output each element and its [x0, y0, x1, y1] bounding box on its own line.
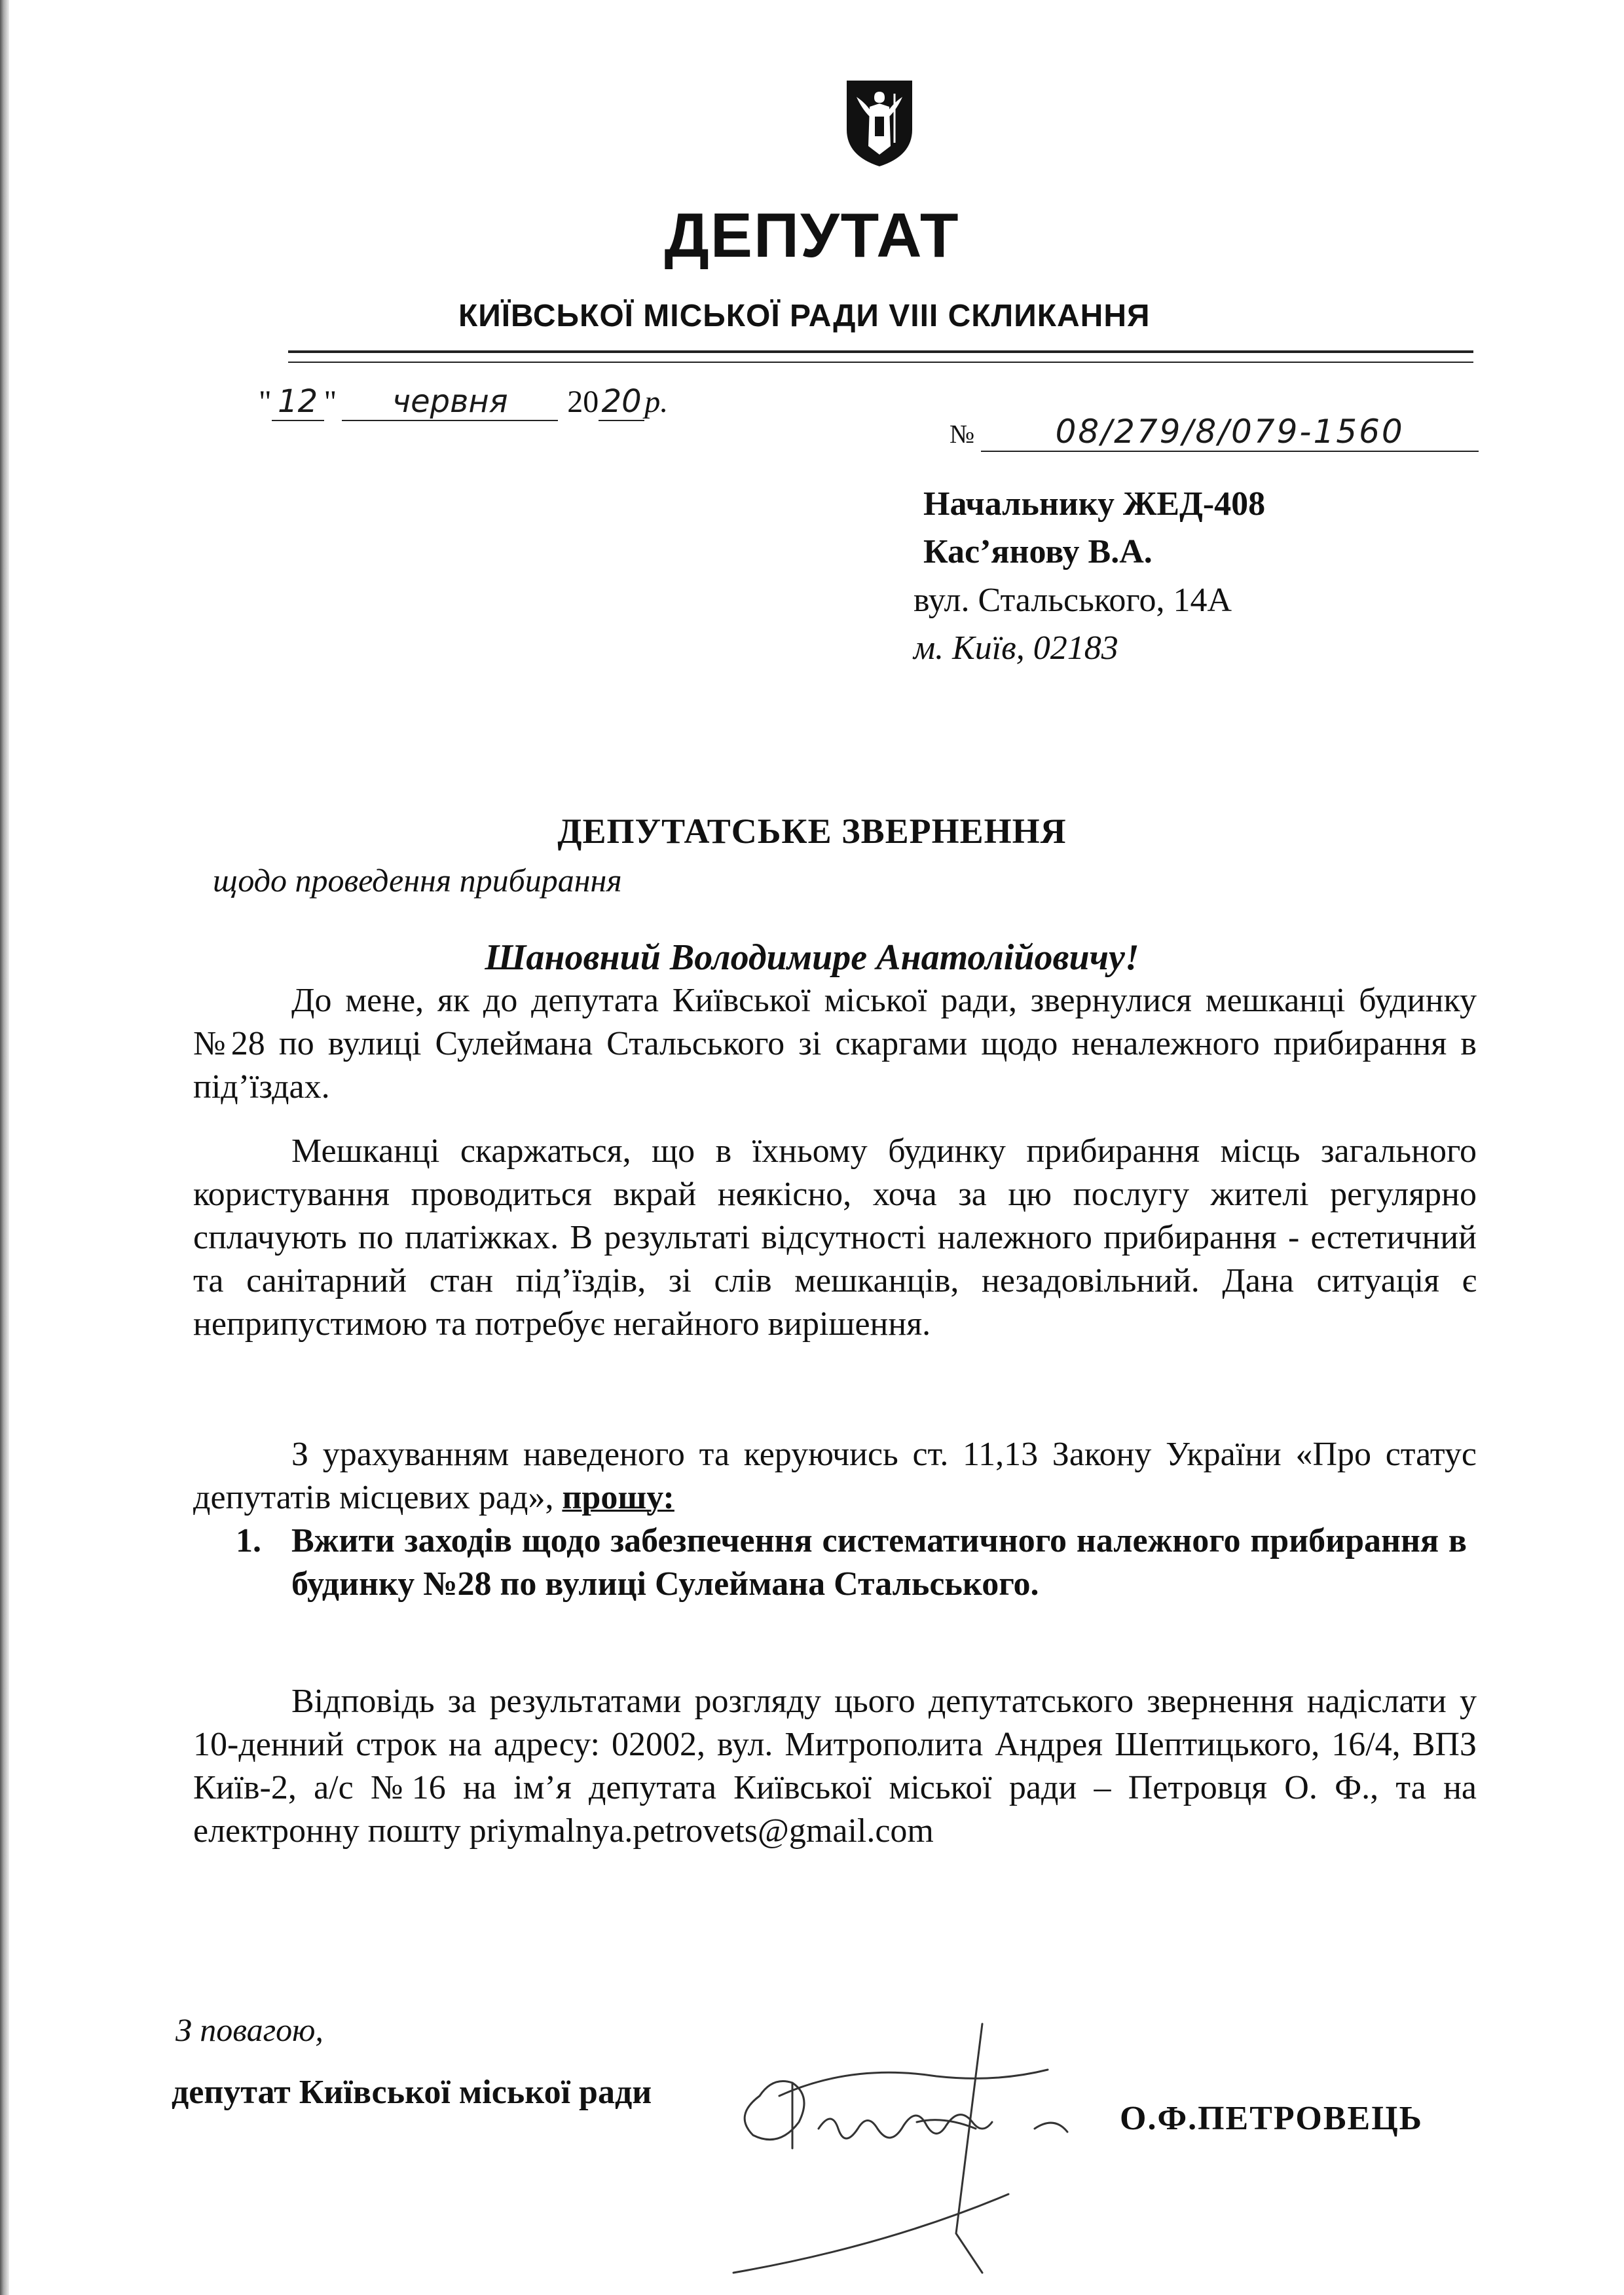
document-title: ДЕПУТАТСЬКЕ ЗВЕРНЕННЯ	[557, 812, 1067, 851]
recipient-street: вул. Стальського, 14А	[913, 582, 1232, 619]
closing-position: депутат Київської міської ради	[172, 2074, 652, 2111]
letterhead-subtitle: КИЇВСЬКОЇ МІСЬКОЇ РАДИ VIII СКЛИКАННЯ	[458, 299, 1151, 333]
paragraph-3-text: З урахуванням наведеного та керуючись ст. 11,13 Закону України «Про статус депутатів місцевих рад»,	[193, 1436, 1477, 1516]
request-word: прошу:	[562, 1479, 674, 1516]
paragraph-3	[193, 1433, 1477, 1520]
letterhead-rule-top	[288, 350, 1473, 353]
closing-regards: З повагою,	[175, 2011, 323, 2048]
letterhead-title: ДЕПУТАТ	[664, 200, 960, 271]
request-list-item	[236, 1520, 1467, 1606]
signatory-name: О.Ф.ПЕТРОВЕЦЬ	[1120, 2100, 1424, 2137]
list-number: 1.	[236, 1522, 261, 1559]
date-year-suffix: 20	[599, 383, 644, 421]
scan-edge-shadow	[0, 0, 9, 2295]
reference-prefix: №	[950, 419, 975, 449]
list-item-text: Вжити заходів щодо забезпечення систематичного належного прибирання в будинку №28 по вулиці Сулеймана Стальського.	[291, 1522, 1467, 1603]
recipient-name: Кас’янову В.А.	[923, 533, 1153, 570]
handwritten-signature	[720, 1998, 1139, 2286]
reference-line	[950, 413, 1479, 452]
paragraph-2	[193, 1130, 1477, 1346]
recipient-position: Начальнику ЖЕД-408	[923, 485, 1266, 523]
salutation: Шановний Володимире Анатолійовичу!	[485, 937, 1139, 978]
document-topic: щодо проведення прибирання	[213, 862, 622, 899]
paragraph-4	[193, 1680, 1477, 1853]
date-year-prefix: 20	[567, 384, 599, 419]
date-day: 12	[272, 383, 324, 421]
paragraph-4-text: Відповідь за результатами розгляду цього депутатського звернення надіслати у 10-денний строк на адресу: 02002, вул. Митрополита Андрея Шептицького, 16/4, ВПЗ Київ-2, а/с №16 на ім’я депутата Київської міської ради – Петровця О. Ф., та на електронну пошту priymalnya.petrovets@gmail.com	[193, 1683, 1477, 1850]
date-year-unit: р.	[644, 384, 669, 419]
reference-number: 08/279/8/079-1560	[981, 413, 1479, 452]
date-line: " 12 " червня 20 20 р.	[259, 383, 669, 420]
date-month: червня	[342, 383, 558, 421]
kyiv-crest-icon	[843, 77, 915, 169]
letterhead-rule-bottom	[288, 362, 1473, 363]
paragraph-1-text: До мене, як до депутата Київської міської ради, звернулися мешканці будинку №28 по вулиці Сулеймана Стальського зі скаргами щодо неналежного прибирання в під’їздах.	[193, 982, 1477, 1106]
recipient-city: м. Київ, 02183	[913, 629, 1118, 667]
paragraph-1	[193, 979, 1477, 1109]
paragraph-2-text: Мешканці скаржаться, що в їхньому будинку прибирання місць загального користування проводиться вкрай неякісно, хоча за цю послугу жителі регулярно сплачують по платіжках. В результаті відсутності належного прибирання - естетичний та санітарний стан під’їздів, зі слів мешканців, незадовільний. Дана ситуація є неприпустимою та потребує негайного вирішення.	[193, 1132, 1477, 1343]
